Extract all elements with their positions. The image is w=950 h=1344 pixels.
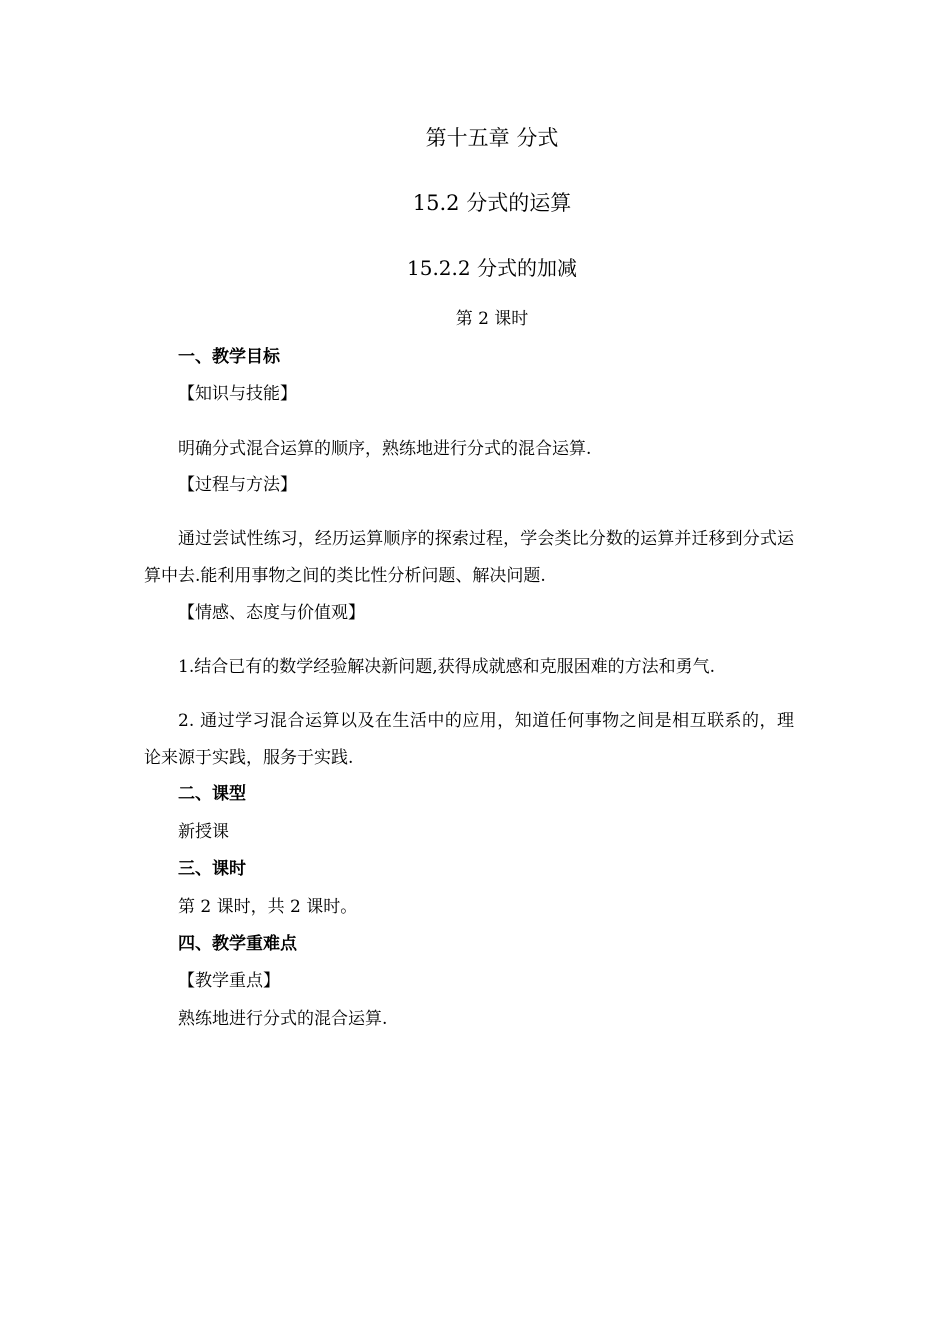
heading-objectives: 一、教学目标	[178, 347, 280, 367]
section-title: 15.2 分式的运算	[412, 191, 572, 215]
chapter-title: 第十五章 分式	[425, 126, 559, 150]
text-focus: 熟练地进行分式的混合运算.	[178, 1009, 388, 1029]
lesson-label: 第 2 课时	[455, 309, 529, 329]
text-attitude-item-1: 1.结合已有的数学经验解决新问题,获得成就感和克服困难的方法和勇气.	[178, 657, 716, 677]
text-knowledge: 明确分式混合运算的顺序，熟练地进行分式的混合运算.	[178, 439, 592, 459]
label-focus: 【教学重点】	[178, 971, 280, 991]
text-lesson-type: 新授课	[178, 822, 229, 842]
label-process: 【过程与方法】	[178, 475, 297, 495]
heading-key-points: 四、教学重难点	[178, 934, 297, 954]
heading-periods: 三、课时	[178, 859, 246, 879]
heading-lesson-type: 二、课型	[178, 784, 246, 804]
text-process: 通过尝试性练习，经历运算顺序的探索过程，学会类比分数的运算并迁移到分式运算中去.能利用事物之间的类比性分析问题、解决问题.	[144, 529, 794, 586]
subsection-title: 15.2.2 分式的加减	[407, 256, 577, 280]
label-attitude: 【情感、态度与价值观】	[178, 603, 365, 623]
text-attitude-item-2: 2. 通过学习混合运算以及在生活中的应用，知道任何事物之间是相互联系的，理论来源于实践，服务于实践.	[144, 711, 794, 768]
label-knowledge: 【知识与技能】	[178, 384, 297, 404]
text-periods: 第 2 课时，共 2 课时。	[178, 897, 358, 917]
